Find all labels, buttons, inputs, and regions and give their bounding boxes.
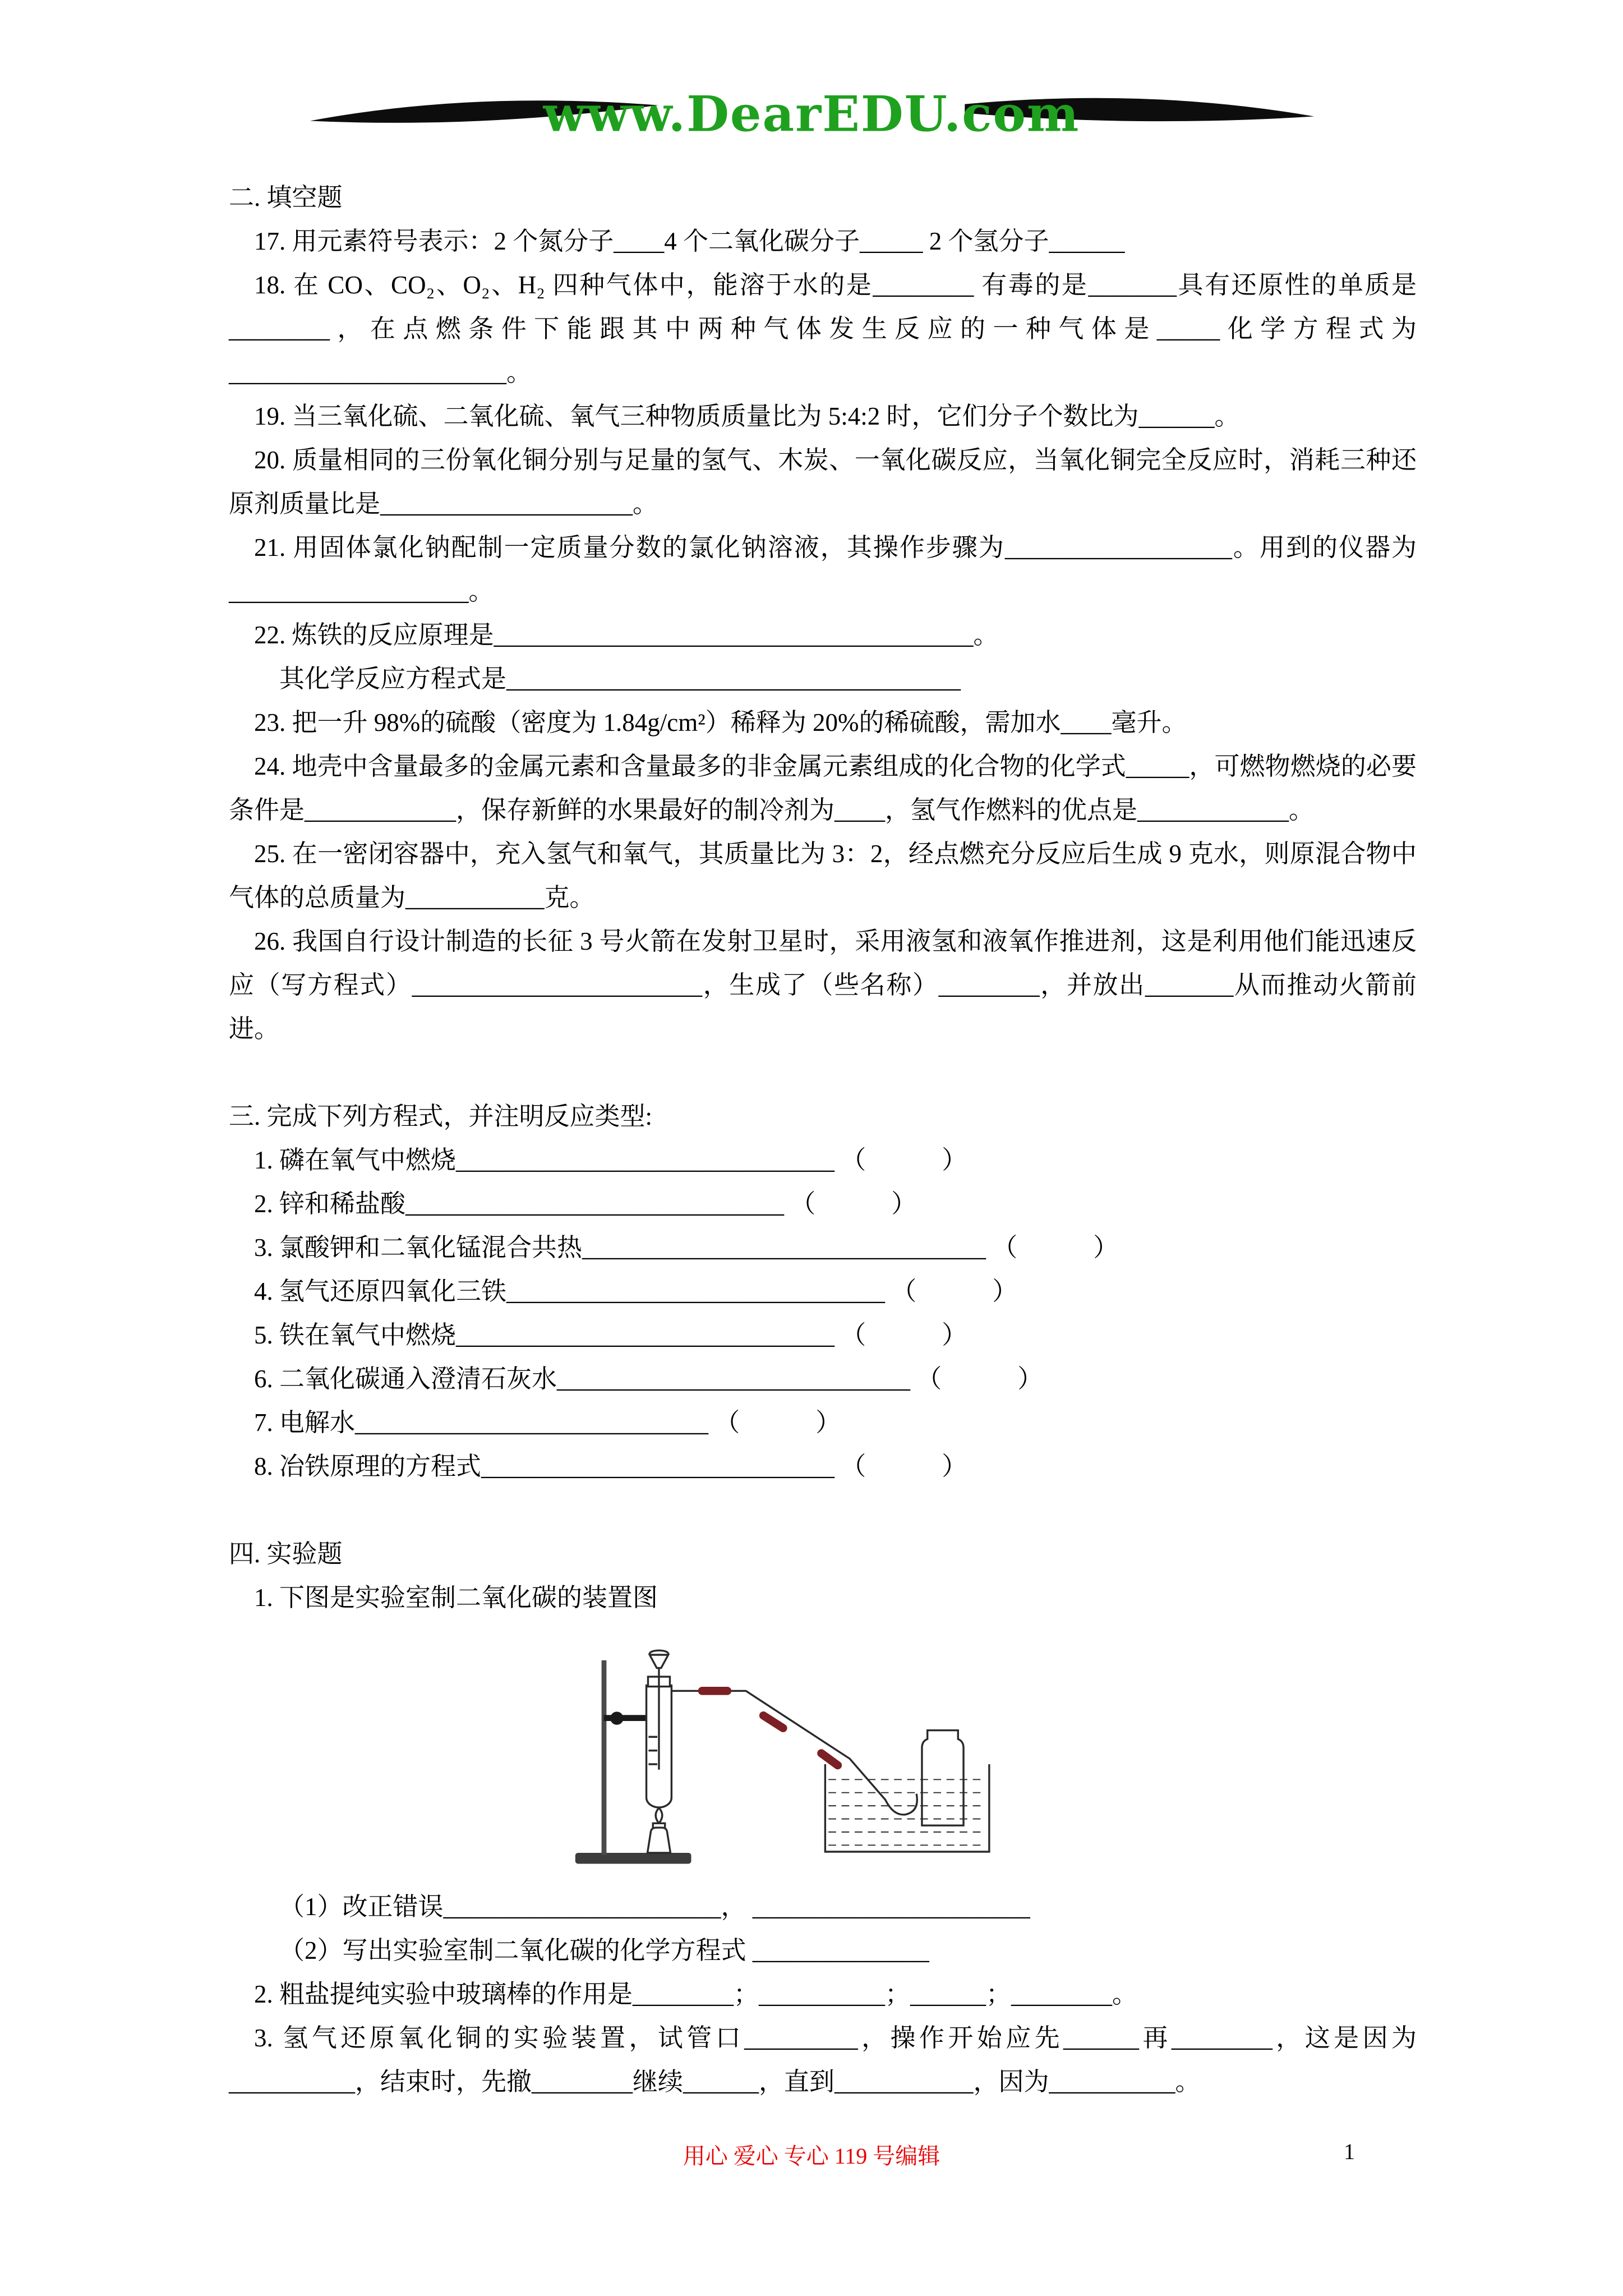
footer-motto: 用心 爱心 专心 119 号编辑 [683,2143,940,2169]
question-22-line2: 其化学反应方程式是____________________________________ [279,665,961,693]
equation-6: 6. 二氧化碳通入澄清石灰水____________________________ （ ） [254,1365,1043,1393]
section-experiment-title: 四. 实验题 [229,1540,343,1568]
water-trough [825,1764,989,1852]
question-17: 17. 用元素符号表示：2 个氮分子____4 个二氧化碳分子_____ 2 个氢分子______ [254,227,1125,255]
equation-7: 7. 电解水____________________________ （ ） [254,1409,841,1437]
equation-4: 4. 氢气还原四氧化三铁______________________________ （ ） [254,1277,1018,1305]
dearedu-logo [293,72,1330,161]
section-fill-title: 二. 填空题 [229,183,343,211]
logo-text: www.DearEDU.com [543,85,1080,143]
rubber-connector-3 [822,1754,838,1765]
apparatus-diagram [565,1633,1014,1874]
document-body [0,161,1623,2104]
question-23: 23. 把一升 98%的硫酸（密度为 1.84g/cm²）稀释为 20%的稀硫酸，需加水____毫升。 [254,708,1187,737]
apparatus-diagram-wrap [565,1633,1417,1874]
question-20: 20. 质量相同的三份氧化铜分别与足量的氢气、木炭、一氧化碳反应，当氧化铜完全反应时，消耗三种还原剂质量比是____________________。 [229,446,1417,518]
page-number: 1 [1344,2139,1355,2164]
delivery-tube [671,1691,917,1815]
header [0,0,1623,161]
alcohol-lamp [648,1808,671,1853]
section-equations-title: 三. 完成下列方程式，并注明反应类型: [229,1102,653,1130]
equation-8: 8. 冶铁原理的方程式____________________________ （ ） [254,1452,967,1480]
equation-5: 5. 铁在氧气中燃烧______________________________ （ ） [254,1321,967,1349]
experiment-q1-correct-errors: （1）改正错误______________________， ______________________ [279,1893,1030,1921]
collection-bottle [922,1731,963,1826]
experiment-q1: 1. 下图是实验室制二氧化碳的装置图 [254,1584,658,1612]
question-24: 24. 地壳中含量最多的金属元素和含量最多的非金属元素组成的化合物的化学式_____，可燃物燃烧的必要条件是____________，保存新鲜的水果最好的制冷剂为____，氢气作燃料的优点是____________。 [229,752,1417,824]
question-19: 19. 当三氧化硫、二氧化硫、氧气三种物质质量比为 5:4:2 时，它们分子个数比为______。 [254,402,1240,430]
experiment-q3: 3. 氢气还原氧化铜的实验装置，试管口_________，操作开始应先______再________，这是因为__________，结束时，先撤________继续______，直到___________，因为__________。 [229,2024,1417,2096]
equation-1: 1. 磷在氧气中燃烧______________________________ （ ） [254,1146,967,1174]
question-18: 18. 在 CO、CO₂、O₂、H₂ 四种气体中，能溶于水的是________ 有毒的是_______具有还原性的单质是________，在点燃条件下能跟其中两种气体发生反应的一种气体是_____化学方程式为______________________。 [229,271,1417,386]
experiment-q2: 2. 粗盐提纯实验中玻璃棒的作用是________；__________；______；________。 [254,1980,1138,2008]
equation-2: 2. 锌和稀盐酸______________________________ （ ） [254,1190,917,1218]
experiment-q1-equation: （2）写出实验室制二氧化碳的化学方程式 ______________ [279,1936,929,1964]
question-22-line1: 22. 炼铁的反应原理是______________________________________。 [254,621,999,649]
rubber-connector-2 [763,1715,783,1728]
question-26: 26. 我国自行设计制造的长征 3 号火箭在发射卫星时，采用液氢和液氧作推进剂，这是利用他们能迅速反应（写方程式）_______________________，生成了（些名称）________，并放出_______从而推动火箭前进。 [229,927,1417,1043]
question-21: 21. 用固体氯化钠配制一定质量分数的氯化钠溶液，其操作步骤为__________________。用到的仪器为___________________。 [229,533,1417,605]
equation-3: 3. 氯酸钾和二氧化锰混合共热________________________________ （ ） [254,1234,1119,1262]
question-25: 25. 在一密闭容器中，充入氢气和氧气，其质量比为 3：2，经点燃充分反应后生成 9 克水，则原混合物中气体的总质量为___________克。 [229,840,1417,912]
